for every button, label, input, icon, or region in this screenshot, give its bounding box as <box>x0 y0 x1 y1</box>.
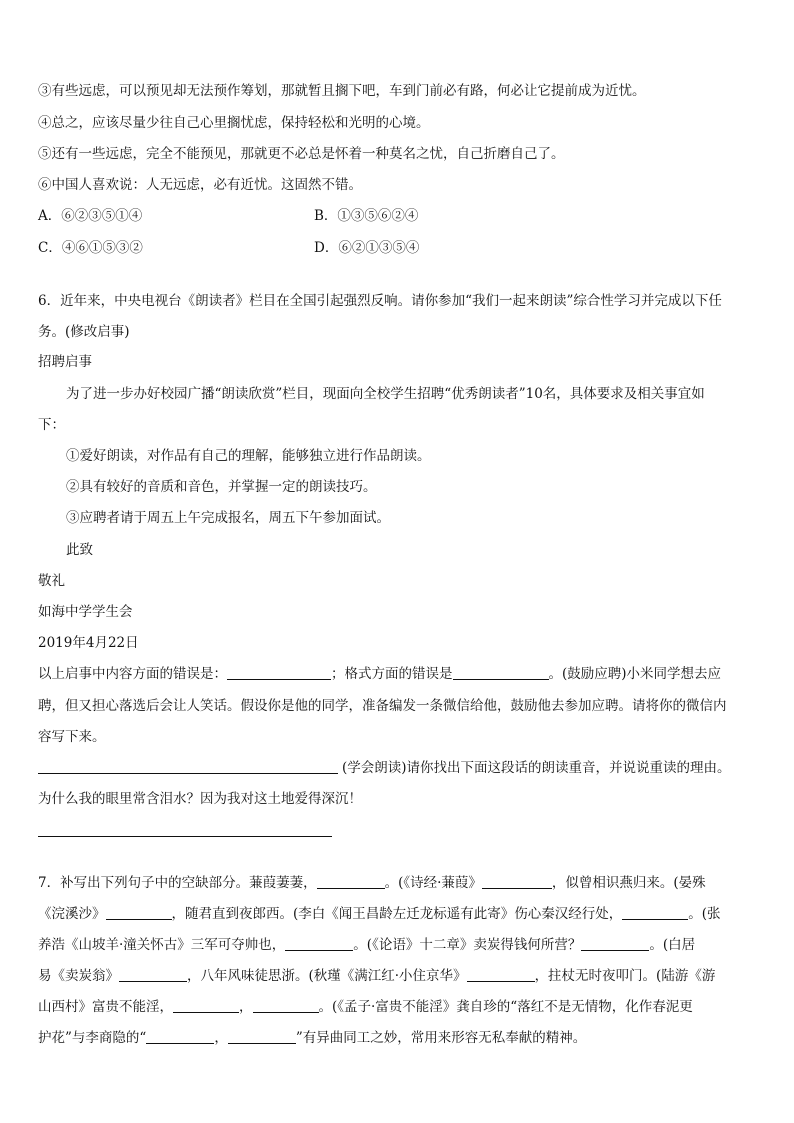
q7-blank-5[interactable] <box>285 936 353 951</box>
q7-text: ， <box>214 1030 228 1046</box>
q6-task-line2: 聘，但又担心落选后会让人笑话。假设你是他的同学，准备编发一条微信给他，鼓励他去参加应聘。请将你的微信内 <box>38 698 727 714</box>
q7-text: ，拄杖无时夜叩门。(陆游《游 <box>534 968 716 984</box>
answer-line-stress[interactable] <box>38 836 332 837</box>
q7-line3 <box>38 935 695 955</box>
q6-task-line3: 容写下来。 <box>38 729 106 745</box>
q5-option-a: A．⑥②③⑤①④ <box>38 208 143 224</box>
q5-option-d: D．⑥②①③⑤④ <box>314 240 420 256</box>
q6-quote: 为什么我的眼里常含泪水？因为我对这土地爱得深沉！ <box>38 791 362 807</box>
q7-text: ，似曾相识燕归来。(晏殊 <box>551 875 706 891</box>
q7-blank-11[interactable] <box>146 1029 214 1044</box>
q7-text: 养浩《山坡羊·潼关怀古》三军可夺帅也， <box>38 937 286 953</box>
q7-text: ，八年风味徒思浙。(秋瑾《满江红·小住京华》 <box>187 968 467 984</box>
q5-sentence-3: ③有些远虑，可以预见却无法预作筹划，那就暂且搁下吧，车到门前必有路，何必让它提前成为近忧。 <box>38 83 646 99</box>
q7-text: 。(白居 <box>649 937 696 953</box>
q6-intro-line1: 6．近年来，中央电视台《朗读者》栏目在全国引起强烈反响。请你参加“我们一起来朗读”综合性学习并完成以下任 <box>38 293 722 309</box>
q7-text: ， <box>239 999 253 1015</box>
q7-text: 护花”与李商隐的“ <box>38 1030 147 1046</box>
q7-text: ”有异曲同工之妙，常用来形容无私奉献的精神。 <box>295 1030 587 1046</box>
q6-task-line1 <box>38 664 721 684</box>
q7-line4 <box>38 966 715 986</box>
q7-text: 。(张 <box>688 906 721 922</box>
notice-signer: 如海中学学生会 <box>38 604 133 620</box>
answer-blank-content-error[interactable] <box>227 665 331 680</box>
q7-line6 <box>38 1028 586 1048</box>
q7-blank-2[interactable] <box>482 874 552 889</box>
notice-requirement-2: ②具有较好的音质和音色，并掌握一定的朗读技巧。 <box>66 479 377 495</box>
q7-text: 。(《孟子·富贵不能淫》龚自珍的“落红不是无情物，化作春泥更 <box>318 999 693 1015</box>
q5-sentence-4: ④总之，应该尽量少往自己心里搁忧虑，保持轻松和光明的心境。 <box>38 115 430 131</box>
q7-text: 山西村》富贵不能淫， <box>38 999 173 1015</box>
q7-blank-3[interactable] <box>106 905 172 920</box>
notice-title: 招聘启事 <box>38 354 92 370</box>
q7-line5 <box>38 997 693 1017</box>
notice-closing-jingli: 敬礼 <box>38 573 65 589</box>
q7-text: ，随君直到夜郎西。(李白《闻王昌龄左迁龙标遥有此寄》伤心秦汉经行处， <box>171 906 623 922</box>
task-text-b: ；格式方面的错误是 <box>331 666 453 682</box>
q6-task-read-aloud: (学会朗读)请你找出下面这段话的朗读重音，并说说重读的理由。 <box>342 760 731 776</box>
task-text-c: 。(鼓励应聘)小米同学想去应 <box>548 666 722 682</box>
q7-blank-10[interactable] <box>253 998 319 1013</box>
notice-closing-cizhi: 此致 <box>66 542 93 558</box>
task-text-a: 以上启事中内容方面的错误是： <box>38 666 227 682</box>
q7-blank-8[interactable] <box>467 967 535 982</box>
q7-text: 7．补写出下列句子中的空缺部分。蒹葭萋萋， <box>38 875 317 891</box>
q5-option-c: C．④⑥①⑤③② <box>38 240 143 256</box>
q6-intro-line2: 务。(修改启事) <box>38 324 130 340</box>
q7-blank-7[interactable] <box>119 967 187 982</box>
notice-body-line1: 为了进一步办好校园广播“朗读欣赏”栏目，现面向全校学生招聘“优秀朗读者”10名，具体要求及相关事宜如 <box>66 386 705 402</box>
q7-blank-1[interactable] <box>317 874 385 889</box>
notice-requirement-3: ③应聘者请于周五上午完成报名，周五下午参加面试。 <box>66 510 390 526</box>
answer-line-wechat[interactable] <box>38 773 338 774</box>
q7-line2 <box>38 904 721 924</box>
q7-text: 。(《论语》十二章》卖炭得钱何所营？ <box>353 937 582 953</box>
q7-blank-12[interactable] <box>228 1029 296 1044</box>
q7-text: 《浣溪沙》 <box>38 906 106 922</box>
q7-text: 。(《诗经·蒹葭》 <box>384 875 482 891</box>
q7-line1 <box>38 873 706 893</box>
q7-text: 易《卖炭翁》 <box>38 968 119 984</box>
notice-body-line2: 下： <box>38 417 65 433</box>
q7-blank-6[interactable] <box>581 936 649 951</box>
q5-sentence-5: ⑤还有一些远虑，完全不能预见，那就更不必总是怀着一种莫名之忧，自己折磨自己了。 <box>38 146 565 162</box>
notice-requirement-1: ①爱好朗读，对作品有自己的理解，能够独立进行作品朗读。 <box>66 448 431 464</box>
notice-date: 2019年4月22日 <box>38 635 139 651</box>
answer-blank-format-error[interactable] <box>453 665 549 680</box>
q5-sentence-6: ⑥中国人喜欢说：人无远虑，必有近忧。这固然不错。 <box>38 177 362 193</box>
q7-blank-9[interactable] <box>173 998 239 1013</box>
q7-blank-4[interactable] <box>622 905 688 920</box>
q5-option-b: B．①③⑤⑥②④ <box>314 208 419 224</box>
